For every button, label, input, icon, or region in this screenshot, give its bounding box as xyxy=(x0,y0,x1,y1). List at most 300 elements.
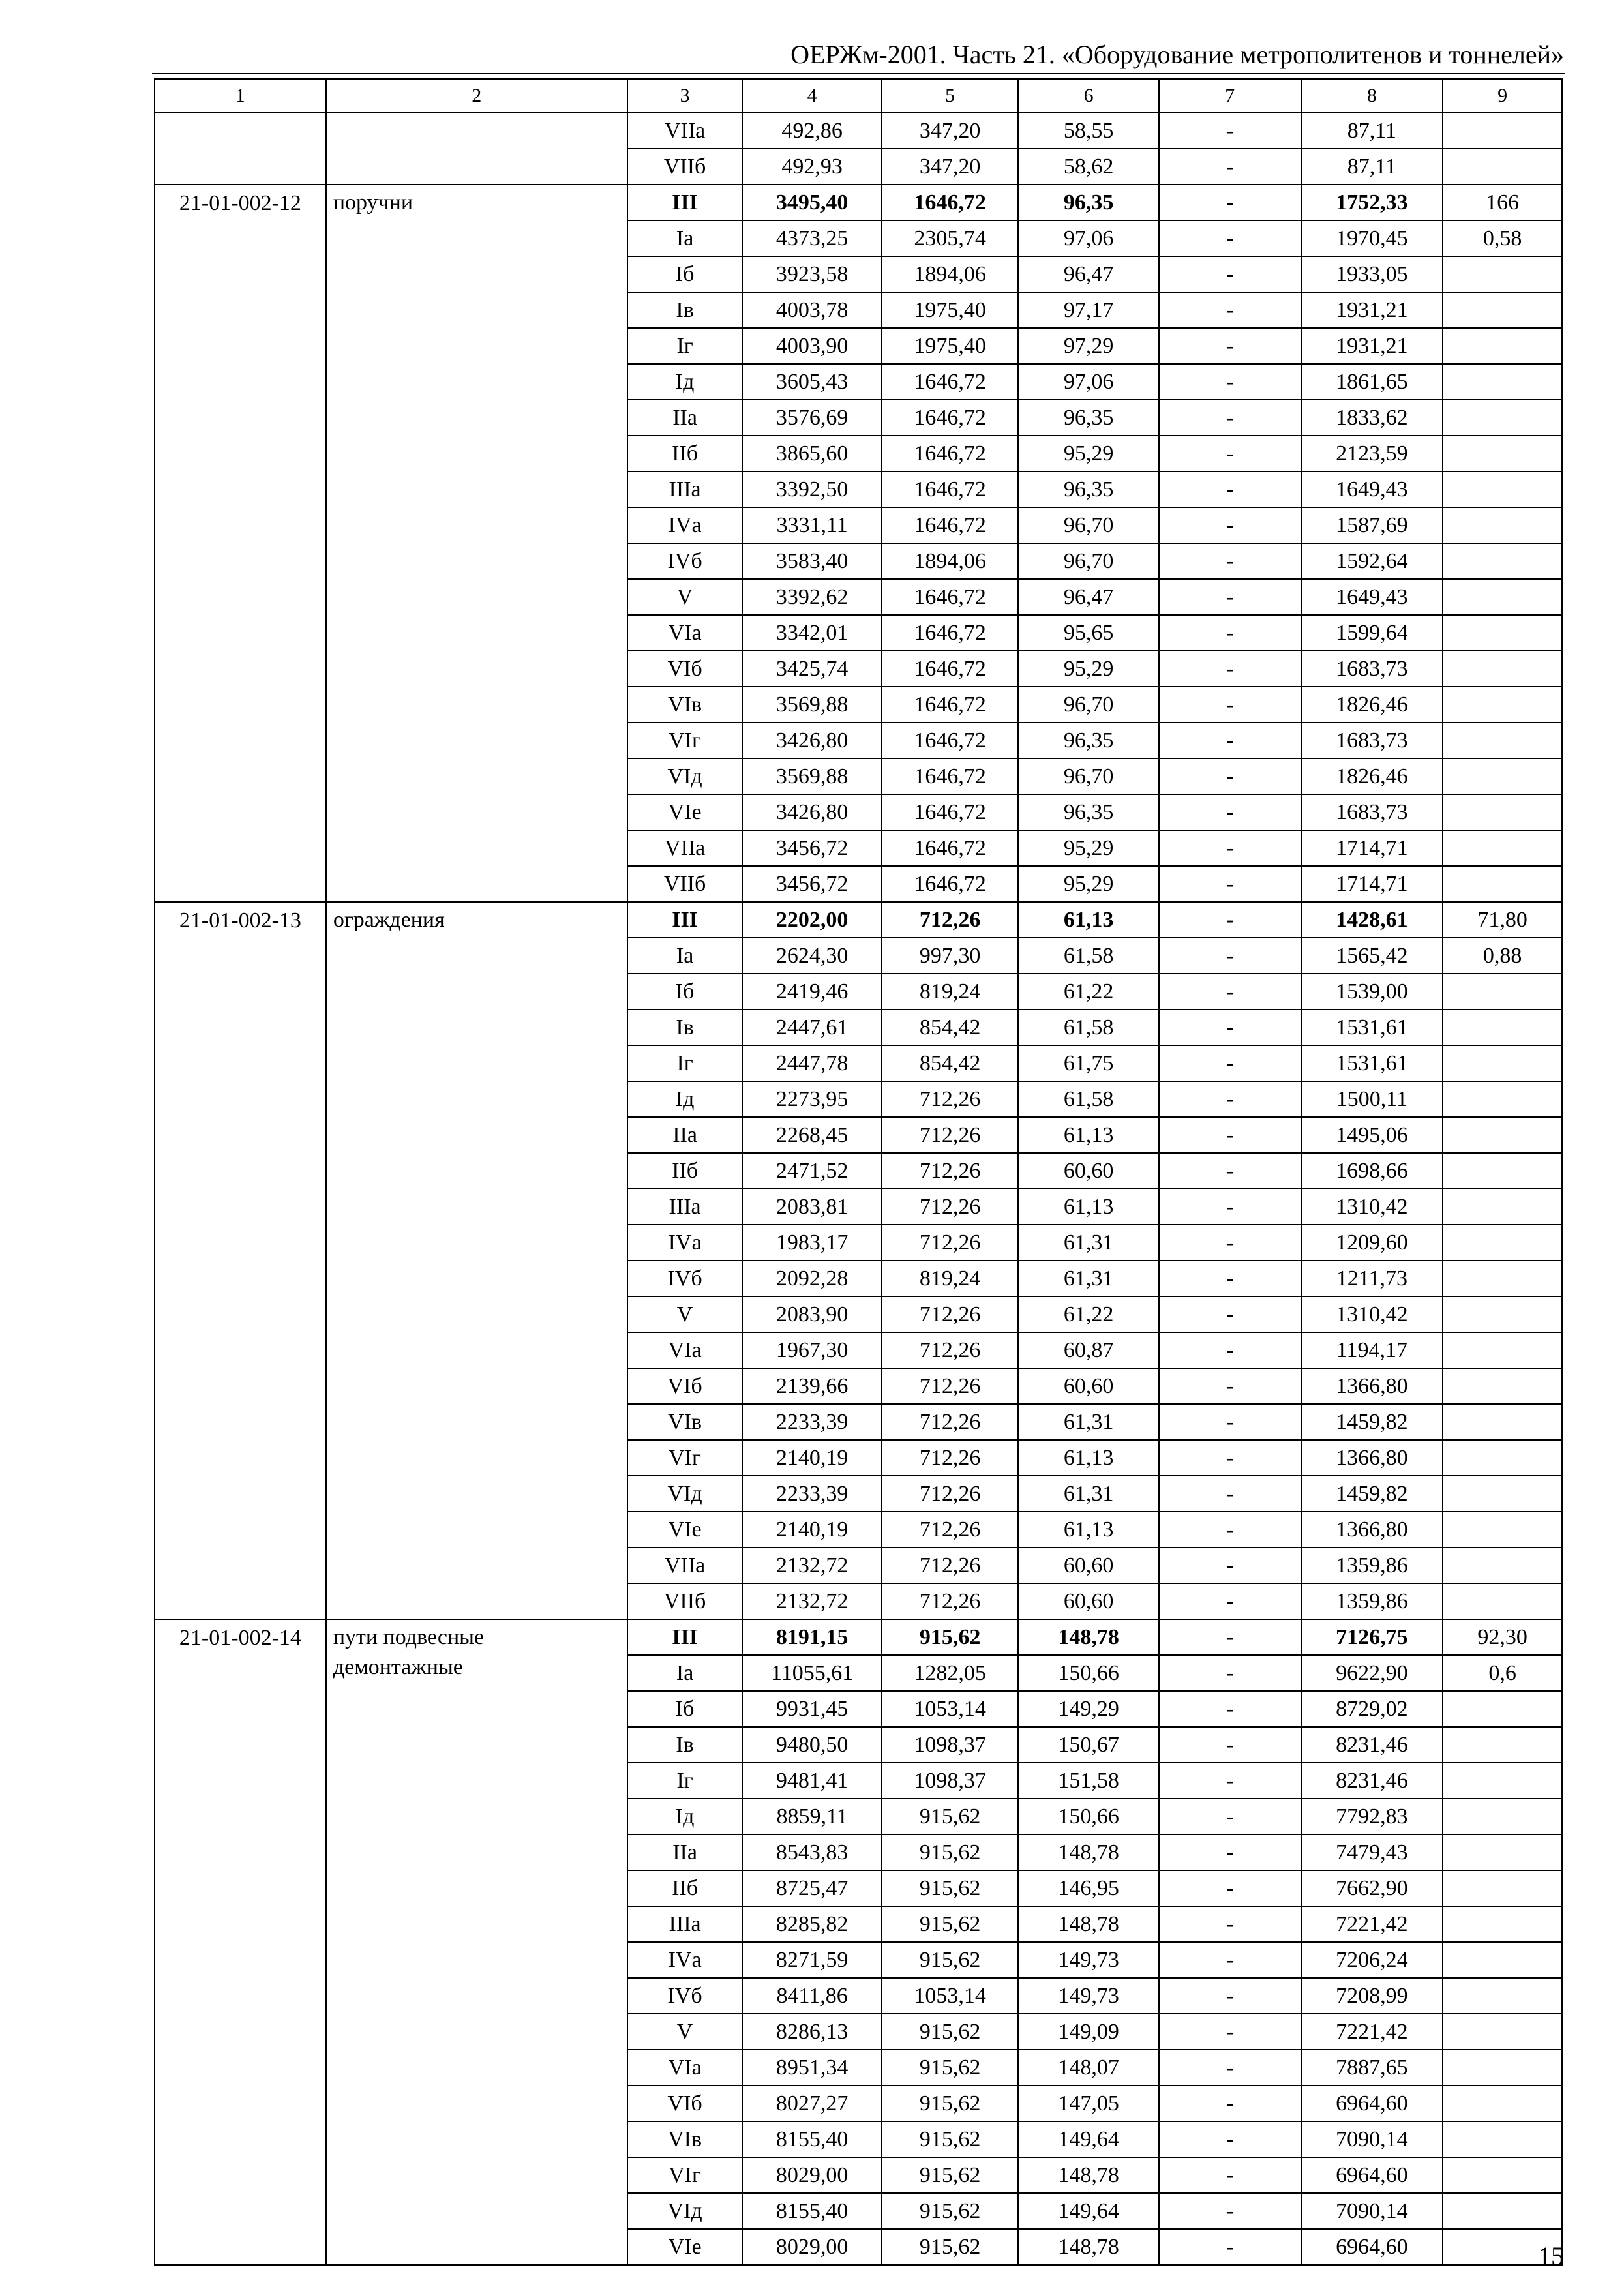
wages-cell: 712,26 xyxy=(882,1117,1018,1153)
table-row xyxy=(155,507,1562,543)
wages-cell: 1098,37 xyxy=(882,1727,1018,1763)
direct-cost-cell: 4373,25 xyxy=(742,220,882,256)
wages-cell: 1646,72 xyxy=(882,794,1018,830)
wages-cell: 915,62 xyxy=(882,2193,1018,2229)
machine-cost-cell: 58,62 xyxy=(1018,149,1159,185)
direct-cost-cell: 2132,72 xyxy=(742,1583,882,1619)
zone-cell: VIв xyxy=(627,2121,743,2157)
machinist-wages-cell: - xyxy=(1159,2193,1301,2229)
machine-cost-cell: 149,64 xyxy=(1018,2121,1159,2157)
machinist-wages-cell: - xyxy=(1159,364,1301,400)
name-cell xyxy=(326,1691,627,1727)
machinist-wages-cell: - xyxy=(1159,1010,1301,1045)
direct-cost-cell: 9931,45 xyxy=(742,1691,882,1727)
labor-cell xyxy=(1443,113,1562,149)
machinist-wages-cell: - xyxy=(1159,758,1301,794)
labor-cell xyxy=(1443,1834,1562,1870)
materials-cost-cell: 1826,46 xyxy=(1301,758,1443,794)
machinist-wages-cell: - xyxy=(1159,2086,1301,2121)
zone-cell: IVа xyxy=(627,507,743,543)
direct-cost-cell: 2419,46 xyxy=(742,974,882,1010)
wages-cell: 1646,72 xyxy=(882,830,1018,866)
direct-cost-cell: 2202,00 xyxy=(742,902,882,938)
zone-cell: III xyxy=(627,1619,743,1655)
materials-cost-cell: 1194,17 xyxy=(1301,1332,1443,1368)
name-cell xyxy=(326,1117,627,1153)
code-cell xyxy=(155,579,326,615)
machinist-wages-cell: - xyxy=(1159,1476,1301,1512)
name-cell xyxy=(326,1045,627,1081)
machinist-wages-cell: - xyxy=(1159,1727,1301,1763)
code-cell xyxy=(155,1978,326,2014)
name-cell xyxy=(326,2121,627,2157)
column-number: 2 xyxy=(326,79,627,113)
name-cell xyxy=(326,1332,627,1368)
labor-cell xyxy=(1443,1296,1562,1332)
machinist-wages-cell: - xyxy=(1159,543,1301,579)
direct-cost-cell: 1967,30 xyxy=(742,1332,882,1368)
machinist-wages-cell: - xyxy=(1159,1404,1301,1440)
materials-cost-cell: 1359,86 xyxy=(1301,1583,1443,1619)
zone-cell: V xyxy=(627,2014,743,2050)
table-row xyxy=(155,651,1562,687)
page-number: 15 xyxy=(1538,2241,1564,2271)
machinist-wages-cell: - xyxy=(1159,1583,1301,1619)
code-cell xyxy=(155,794,326,830)
zone-cell: III xyxy=(627,185,743,220)
materials-cost-cell: 1826,46 xyxy=(1301,687,1443,723)
wages-cell: 712,26 xyxy=(882,1368,1018,1404)
table-row xyxy=(155,687,1562,723)
name-cell xyxy=(326,543,627,579)
zone-cell: V xyxy=(627,1296,743,1332)
table-row xyxy=(155,1332,1562,1368)
wages-cell: 915,62 xyxy=(882,2121,1018,2157)
code-cell xyxy=(155,1189,326,1225)
code-cell xyxy=(155,651,326,687)
zone-cell: VIе xyxy=(627,1512,743,1548)
code-cell xyxy=(155,866,326,902)
name-cell xyxy=(326,149,627,185)
labor-cell xyxy=(1443,687,1562,723)
machinist-wages-cell: - xyxy=(1159,220,1301,256)
materials-cost-cell: 1587,69 xyxy=(1301,507,1443,543)
machine-cost-cell: 61,31 xyxy=(1018,1225,1159,1261)
wages-cell: 712,26 xyxy=(882,1225,1018,1261)
machine-cost-cell: 60,60 xyxy=(1018,1548,1159,1583)
machine-cost-cell: 61,13 xyxy=(1018,1117,1159,1153)
name-cell xyxy=(326,902,627,938)
machinist-wages-cell: - xyxy=(1159,436,1301,471)
name-cell xyxy=(326,471,627,507)
name-cell xyxy=(326,615,627,651)
wages-cell: 1282,05 xyxy=(882,1655,1018,1691)
labor-cell xyxy=(1443,974,1562,1010)
direct-cost-cell: 3456,72 xyxy=(742,866,882,902)
labor-cell xyxy=(1443,1045,1562,1081)
code-cell xyxy=(155,615,326,651)
code-cell xyxy=(155,149,326,185)
labor-cell xyxy=(1443,1189,1562,1225)
labor-cell xyxy=(1443,1261,1562,1296)
wages-cell: 712,26 xyxy=(882,1296,1018,1332)
machine-cost-cell: 61,75 xyxy=(1018,1045,1159,1081)
wages-cell: 854,42 xyxy=(882,1010,1018,1045)
machine-cost-cell: 60,60 xyxy=(1018,1368,1159,1404)
table-row xyxy=(155,866,1562,902)
materials-cost-cell: 1310,42 xyxy=(1301,1189,1443,1225)
labor-cell xyxy=(1443,1153,1562,1189)
table-row xyxy=(155,1512,1562,1548)
machine-cost-cell: 149,29 xyxy=(1018,1691,1159,1727)
machinist-wages-cell: - xyxy=(1159,1870,1301,1906)
machinist-wages-cell: - xyxy=(1159,1691,1301,1727)
table-row xyxy=(155,1799,1562,1834)
column-number: 7 xyxy=(1159,79,1301,113)
labor-cell xyxy=(1443,1691,1562,1727)
direct-cost-cell: 3569,88 xyxy=(742,687,882,723)
machinist-wages-cell: - xyxy=(1159,113,1301,149)
zone-cell: VIа xyxy=(627,2050,743,2086)
zone-cell: Iб xyxy=(627,974,743,1010)
direct-cost-cell: 3392,50 xyxy=(742,471,882,507)
machine-cost-cell: 95,29 xyxy=(1018,436,1159,471)
wages-cell: 1646,72 xyxy=(882,471,1018,507)
code-cell xyxy=(155,1870,326,1906)
machine-cost-cell: 96,47 xyxy=(1018,256,1159,292)
table-row xyxy=(155,185,1562,220)
zone-cell: VIв xyxy=(627,687,743,723)
direct-cost-cell: 8411,86 xyxy=(742,1978,882,2014)
zone-cell: Iа xyxy=(627,938,743,974)
materials-cost-cell: 7221,42 xyxy=(1301,1906,1443,1942)
table-row xyxy=(155,543,1562,579)
code-cell xyxy=(155,1117,326,1153)
name-cell xyxy=(326,758,627,794)
name-cell xyxy=(326,328,627,364)
table-row xyxy=(155,1296,1562,1332)
machinist-wages-cell: - xyxy=(1159,1942,1301,1978)
materials-cost-cell: 1698,66 xyxy=(1301,1153,1443,1189)
code-cell xyxy=(155,1799,326,1834)
machinist-wages-cell: - xyxy=(1159,1763,1301,1799)
wages-cell: 712,26 xyxy=(882,1404,1018,1440)
direct-cost-cell: 3495,40 xyxy=(742,185,882,220)
table-row xyxy=(155,2050,1562,2086)
machinist-wages-cell: - xyxy=(1159,794,1301,830)
materials-cost-cell: 7090,14 xyxy=(1301,2121,1443,2157)
labor-cell xyxy=(1443,615,1562,651)
name-cell xyxy=(326,1834,627,1870)
wages-cell: 1646,72 xyxy=(882,185,1018,220)
table-row xyxy=(155,1548,1562,1583)
code-cell xyxy=(155,1153,326,1189)
table-row xyxy=(155,1763,1562,1799)
machine-cost-cell: 61,58 xyxy=(1018,938,1159,974)
wages-cell: 1646,72 xyxy=(882,866,1018,902)
materials-cost-cell: 1649,43 xyxy=(1301,579,1443,615)
direct-cost-cell: 8286,13 xyxy=(742,2014,882,2050)
wages-cell: 1098,37 xyxy=(882,1763,1018,1799)
code-cell xyxy=(155,758,326,794)
code-cell xyxy=(155,1404,326,1440)
name-cell xyxy=(326,1942,627,1978)
machinist-wages-cell: - xyxy=(1159,1296,1301,1332)
name-cell xyxy=(326,185,627,220)
materials-cost-cell: 1931,21 xyxy=(1301,328,1443,364)
machine-cost-cell: 149,64 xyxy=(1018,2193,1159,2229)
machine-cost-cell: 96,35 xyxy=(1018,471,1159,507)
table-row xyxy=(155,1010,1562,1045)
name-cell xyxy=(326,938,627,974)
column-number: 1 xyxy=(155,79,326,113)
materials-cost-cell: 1359,86 xyxy=(1301,1548,1443,1583)
wages-cell: 347,20 xyxy=(882,113,1018,149)
machine-cost-cell: 60,60 xyxy=(1018,1153,1159,1189)
machinist-wages-cell: - xyxy=(1159,687,1301,723)
labor-cell xyxy=(1443,1117,1562,1153)
wages-cell: 712,26 xyxy=(882,1332,1018,1368)
machinist-wages-cell: - xyxy=(1159,723,1301,758)
code-cell xyxy=(155,1691,326,1727)
materials-cost-cell: 7090,14 xyxy=(1301,2193,1443,2229)
zone-cell: VIIа xyxy=(627,830,743,866)
name-cell xyxy=(326,2193,627,2229)
name-cell xyxy=(326,1225,627,1261)
zone-cell: VIе xyxy=(627,794,743,830)
table-row xyxy=(155,113,1562,149)
labor-cell xyxy=(1443,830,1562,866)
direct-cost-cell: 2140,19 xyxy=(742,1440,882,1476)
column-number: 4 xyxy=(742,79,882,113)
zone-cell: VIа xyxy=(627,615,743,651)
materials-cost-cell: 7206,24 xyxy=(1301,1942,1443,1978)
zone-cell: Iа xyxy=(627,1655,743,1691)
zone-cell: Iг xyxy=(627,1763,743,1799)
machine-cost-cell: 148,07 xyxy=(1018,2050,1159,2086)
wages-cell: 712,26 xyxy=(882,1548,1018,1583)
column-number: 8 xyxy=(1301,79,1443,113)
wages-cell: 1646,72 xyxy=(882,758,1018,794)
zone-cell: Iв xyxy=(627,292,743,328)
zone-cell: Iд xyxy=(627,364,743,400)
zone-cell: Iб xyxy=(627,256,743,292)
direct-cost-cell: 492,93 xyxy=(742,149,882,185)
machine-cost-cell: 61,13 xyxy=(1018,1440,1159,1476)
code-cell: 21-01-002-14 xyxy=(155,1619,326,1655)
machine-cost-cell: 148,78 xyxy=(1018,1906,1159,1942)
wages-cell: 712,26 xyxy=(882,1153,1018,1189)
work-name xyxy=(333,113,614,116)
code-cell xyxy=(155,1261,326,1296)
name-cell xyxy=(326,1799,627,1834)
labor-cell xyxy=(1443,364,1562,400)
machine-cost-cell: 95,29 xyxy=(1018,830,1159,866)
code-cell xyxy=(155,220,326,256)
machinist-wages-cell: - xyxy=(1159,1440,1301,1476)
code-cell xyxy=(155,1583,326,1619)
table-row xyxy=(155,364,1562,400)
code-cell xyxy=(155,1906,326,1942)
materials-cost-cell: 1565,42 xyxy=(1301,938,1443,974)
materials-cost-cell: 87,11 xyxy=(1301,113,1443,149)
zone-cell: Iв xyxy=(627,1727,743,1763)
direct-cost-cell: 1983,17 xyxy=(742,1225,882,1261)
labor-cell xyxy=(1443,1476,1562,1512)
materials-cost-cell: 1970,45 xyxy=(1301,220,1443,256)
name-cell xyxy=(326,220,627,256)
zone-cell: IIIа xyxy=(627,1906,743,1942)
machine-cost-cell: 61,13 xyxy=(1018,1189,1159,1225)
machinist-wages-cell: - xyxy=(1159,1978,1301,2014)
materials-cost-cell: 1861,65 xyxy=(1301,364,1443,400)
code-cell xyxy=(155,938,326,974)
labor-cell xyxy=(1443,1583,1562,1619)
zone-cell: IVб xyxy=(627,1261,743,1296)
machine-cost-cell: 96,70 xyxy=(1018,543,1159,579)
zone-cell: Iг xyxy=(627,1045,743,1081)
wages-cell: 712,26 xyxy=(882,902,1018,938)
wages-cell: 1975,40 xyxy=(882,328,1018,364)
labor-cell xyxy=(1443,2050,1562,2086)
machinist-wages-cell: - xyxy=(1159,1368,1301,1404)
name-cell xyxy=(326,866,627,902)
name-cell xyxy=(326,830,627,866)
wages-cell: 915,62 xyxy=(882,2050,1018,2086)
table-row xyxy=(155,1691,1562,1727)
direct-cost-cell: 2624,30 xyxy=(742,938,882,974)
code-cell xyxy=(155,1225,326,1261)
machinist-wages-cell: - xyxy=(1159,902,1301,938)
materials-cost-cell: 87,11 xyxy=(1301,149,1443,185)
machine-cost-cell: 58,55 xyxy=(1018,113,1159,149)
table-row xyxy=(155,1834,1562,1870)
name-cell xyxy=(326,1153,627,1189)
direct-cost-cell: 2268,45 xyxy=(742,1117,882,1153)
table-row xyxy=(155,1117,1562,1153)
code-cell xyxy=(155,1942,326,1978)
wages-cell: 819,24 xyxy=(882,1261,1018,1296)
code-cell xyxy=(155,436,326,471)
table-row xyxy=(155,2086,1562,2121)
table-row xyxy=(155,830,1562,866)
machinist-wages-cell: - xyxy=(1159,292,1301,328)
table-row xyxy=(155,1906,1562,1942)
zone-cell: III xyxy=(627,902,743,938)
wages-cell: 1894,06 xyxy=(882,543,1018,579)
labor-cell xyxy=(1443,1870,1562,1906)
table-row xyxy=(155,1261,1562,1296)
table-body xyxy=(155,79,1562,2265)
machine-cost-cell: 61,22 xyxy=(1018,1296,1159,1332)
materials-cost-cell: 1933,05 xyxy=(1301,256,1443,292)
machinist-wages-cell: - xyxy=(1159,830,1301,866)
labor-cell: 0,6 xyxy=(1443,1655,1562,1691)
direct-cost-cell: 3576,69 xyxy=(742,400,882,436)
table-row xyxy=(155,1619,1562,1655)
code-cell xyxy=(155,543,326,579)
machine-cost-cell: 151,58 xyxy=(1018,1763,1159,1799)
direct-cost-cell: 8951,34 xyxy=(742,2050,882,2086)
direct-cost-cell: 8859,11 xyxy=(742,1799,882,1834)
code-cell xyxy=(155,2157,326,2193)
machine-cost-cell: 147,05 xyxy=(1018,2086,1159,2121)
direct-cost-cell: 8027,27 xyxy=(742,2086,882,2121)
code-cell xyxy=(155,1045,326,1081)
machine-cost-cell: 61,13 xyxy=(1018,902,1159,938)
machine-cost-cell: 95,65 xyxy=(1018,615,1159,651)
wages-cell: 1646,72 xyxy=(882,651,1018,687)
code-cell xyxy=(155,1763,326,1799)
wages-cell: 1646,72 xyxy=(882,723,1018,758)
table-row xyxy=(155,149,1562,185)
zone-cell: Iд xyxy=(627,1799,743,1834)
wages-cell: 915,62 xyxy=(882,1799,1018,1834)
zone-cell: IIб xyxy=(627,1870,743,1906)
code-cell xyxy=(155,974,326,1010)
wages-cell: 915,62 xyxy=(882,1942,1018,1978)
code-cell xyxy=(155,328,326,364)
materials-cost-cell: 1495,06 xyxy=(1301,1117,1443,1153)
materials-cost-cell: 7662,90 xyxy=(1301,1870,1443,1906)
code-cell xyxy=(155,830,326,866)
machine-cost-cell: 95,29 xyxy=(1018,866,1159,902)
name-cell xyxy=(326,1010,627,1045)
materials-cost-cell: 7479,43 xyxy=(1301,1834,1443,1870)
labor-cell xyxy=(1443,2121,1562,2157)
table-row xyxy=(155,974,1562,1010)
machine-cost-cell: 148,78 xyxy=(1018,2157,1159,2193)
direct-cost-cell: 2233,39 xyxy=(742,1476,882,1512)
code-cell xyxy=(155,2229,326,2265)
machinist-wages-cell: - xyxy=(1159,1619,1301,1655)
code-cell xyxy=(155,2050,326,2086)
wages-cell: 915,62 xyxy=(882,2157,1018,2193)
direct-cost-cell: 2273,95 xyxy=(742,1081,882,1117)
labor-cell xyxy=(1443,1440,1562,1476)
machinist-wages-cell: - xyxy=(1159,2157,1301,2193)
wages-cell: 1646,72 xyxy=(882,364,1018,400)
code-cell xyxy=(155,471,326,507)
direct-cost-cell: 2092,28 xyxy=(742,1261,882,1296)
wages-cell: 915,62 xyxy=(882,2086,1018,2121)
column-number: 6 xyxy=(1018,79,1159,113)
wages-cell: 819,24 xyxy=(882,974,1018,1010)
wages-cell: 854,42 xyxy=(882,1045,1018,1081)
direct-cost-cell: 8285,82 xyxy=(742,1906,882,1942)
table-row xyxy=(155,1583,1562,1619)
materials-cost-cell: 1459,82 xyxy=(1301,1404,1443,1440)
wages-cell: 915,62 xyxy=(882,2229,1018,2265)
name-cell xyxy=(326,2014,627,2050)
code-cell xyxy=(155,1010,326,1045)
materials-cost-cell: 1714,71 xyxy=(1301,866,1443,902)
name-cell xyxy=(326,1512,627,1548)
name-cell xyxy=(326,256,627,292)
table-row xyxy=(155,758,1562,794)
machine-cost-cell: 148,78 xyxy=(1018,1834,1159,1870)
materials-cost-cell: 1683,73 xyxy=(1301,794,1443,830)
labor-cell xyxy=(1443,400,1562,436)
labor-cell xyxy=(1443,1727,1562,1763)
name-cell xyxy=(326,113,627,149)
table-row xyxy=(155,615,1562,651)
machinist-wages-cell: - xyxy=(1159,1261,1301,1296)
zone-cell: VIе xyxy=(627,2229,743,2265)
zone-cell: VIб xyxy=(627,651,743,687)
labor-cell xyxy=(1443,1404,1562,1440)
machinist-wages-cell: - xyxy=(1159,1834,1301,1870)
